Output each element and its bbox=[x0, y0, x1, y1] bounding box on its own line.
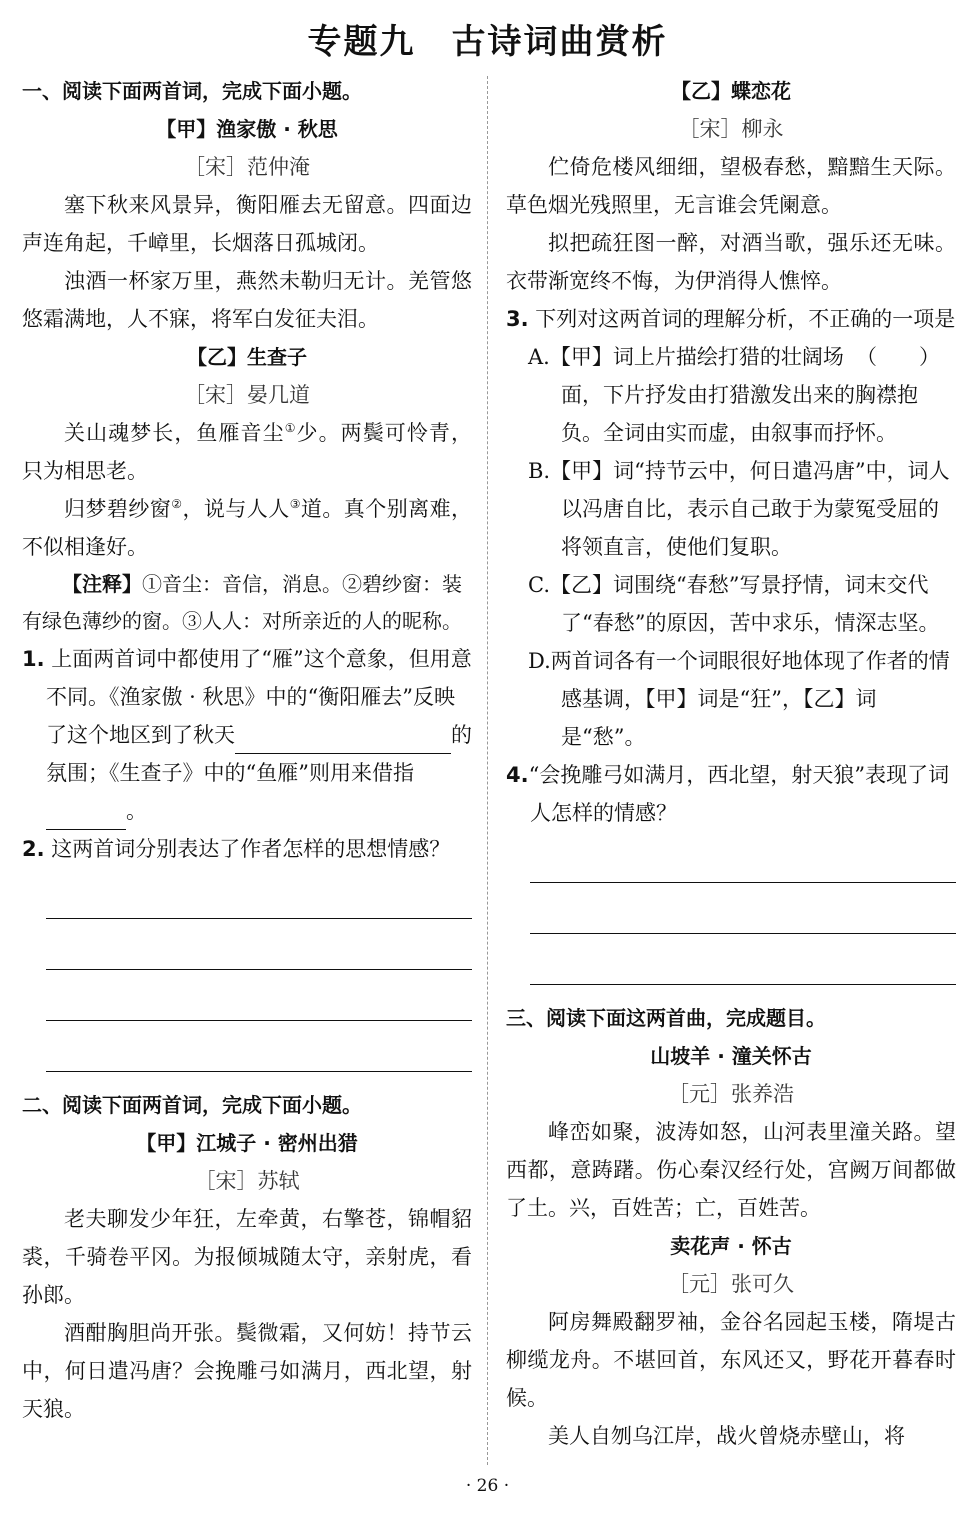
poem-stanza: 老夫聊发少年狂，左牵黄，右擎苍，锦帽貂裘，千骑卷平冈。为报倾城随太守，亲射虎，看孙郎。 bbox=[22, 1207, 472, 1307]
poem-text: 少。两鬓可怜青，只为相思老。 bbox=[22, 421, 472, 483]
annotation-text: ①音尘：音信，消息。②碧纱窗：装有绿色薄纱的窗。③人人：对所亲近的人的昵称。 bbox=[22, 572, 462, 633]
annotation bbox=[22, 566, 472, 640]
answer-line[interactable] bbox=[46, 970, 472, 1021]
fill-blank-1[interactable] bbox=[235, 725, 347, 754]
poem-stanza: 塞下秋来风景异，衡阳雁去无留意。四面边声连角起，千嶂里，长烟落日孤城闭。 bbox=[22, 193, 472, 255]
poem-stanza bbox=[22, 414, 472, 490]
poem-title-jiangchengzi: 【甲】江城子 · 密州出猎 bbox=[136, 1131, 358, 1155]
poem-author-liuyong: ［宋］柳永 bbox=[678, 117, 784, 141]
poem-text: 道。真个别离难，不似相逢好。 bbox=[22, 497, 473, 559]
answer-line[interactable] bbox=[46, 868, 472, 919]
question-text: “会挽雕弓如满月，西北望，射天狼”表现了词人怎样的情感？ bbox=[528, 763, 950, 825]
option-letter: C. bbox=[528, 573, 550, 597]
poem-stanza: 阿房舞殿翻罗袖，金谷名园起玉楼，隋堤古柳缆龙舟。不堪回首，东风还又，野花开暮春时候。 bbox=[506, 1310, 956, 1410]
poem-stanza: 拟把疏狂图一醉，对酒当歌，强乐还无味。衣带渐宽终不悔，为伊消得人憔悴。 bbox=[506, 231, 956, 293]
question-text: 。 bbox=[126, 799, 147, 823]
page-number: · 26 · bbox=[465, 1476, 510, 1496]
question-number: 1. bbox=[22, 647, 45, 671]
section3-heading: 三、阅读下面这两首曲，完成题目。 bbox=[506, 1006, 826, 1030]
poem-title-yujiaao: 【甲】渔家傲 · 秋思 bbox=[156, 117, 338, 141]
answer-line[interactable] bbox=[46, 919, 472, 970]
question-text: 下列对这两首词的理解分析，不正确的一项是 bbox=[535, 307, 956, 331]
question-text: 这两首词分别表达了作者怎样的思想情感？ bbox=[51, 837, 451, 861]
option-text: 【甲】词上片描绘打猎的壮阔场面，下片抒发由打猎激发出来的胸襟抱负。全词由实而虚，由叙事而抒怀。 bbox=[549, 345, 918, 445]
footnote-marker: ① bbox=[284, 421, 297, 435]
page-title: 专题九 古诗词曲赏析 bbox=[307, 22, 668, 62]
question-number: 2. bbox=[22, 837, 45, 861]
poem-author-zhangyanghao: ［元］张养浩 bbox=[668, 1082, 794, 1106]
poem-author-fanzhongyan: ［宋］范仲淹 bbox=[184, 155, 310, 179]
section2-heading: 二、阅读下面两首词，完成下面小题。 bbox=[22, 1093, 362, 1117]
option-d[interactable] bbox=[506, 642, 956, 756]
poem-stanza: 伫倚危楼风细细，望极春愁，黯黯生天际。草色烟光残照里，无言谁会凭阑意。 bbox=[506, 155, 956, 217]
question-text: 上面两首词中都使用了“雁”这个意象，但用意不同。《渔家傲 · 秋思》中的“衡阳雁去”反映了这个地区到了秋天 bbox=[46, 647, 472, 747]
poem-stanza: 峰峦如聚，波涛如怒，山河表里潼关路。望西都，意踌躇。伤心秦汉经行处，宫阙万间都做了土。兴，百姓苦；亡，百姓苦。 bbox=[506, 1120, 956, 1220]
poem-title-maihuasheng: 卖花声 · 怀古 bbox=[670, 1234, 792, 1258]
poem-text: ，说与人人 bbox=[182, 497, 290, 521]
footnote-marker: ② bbox=[171, 497, 183, 511]
poem-title-shanpoyang: 山坡羊 · 潼关怀古 bbox=[650, 1044, 812, 1068]
option-text: 两首词各有一个词眼很好地体现了作者的情感基调，【甲】词是“狂”，【乙】词是“愁”。 bbox=[550, 649, 950, 749]
answer-line[interactable] bbox=[46, 1021, 472, 1072]
answer-parentheses[interactable]: （ ） bbox=[856, 345, 940, 369]
option-letter: D. bbox=[528, 649, 551, 673]
left-column bbox=[22, 72, 472, 1467]
fill-blank-2[interactable] bbox=[46, 801, 126, 830]
poem-title-dielianhua: 【乙】蝶恋花 bbox=[671, 79, 791, 103]
poem-stanza: 浊酒一杯家万里，燕然未勒归无计。羌管悠悠霜满地，人不寐，将军白发征夫泪。 bbox=[22, 269, 472, 331]
option-letter: B. bbox=[528, 459, 551, 483]
answer-line[interactable] bbox=[530, 832, 956, 883]
option-letter: A. bbox=[528, 345, 550, 369]
question-3 bbox=[506, 300, 956, 369]
poem-text: 关山魂梦长，鱼雁音尘 bbox=[64, 421, 285, 445]
column-divider bbox=[487, 76, 488, 1465]
annotation-label: 【注释】 bbox=[62, 572, 142, 596]
question-text: 的氛围；《生查子》中的“鱼雁”则用来借指 bbox=[46, 723, 472, 785]
question-2 bbox=[22, 830, 472, 868]
fill-blank-1-cont[interactable] bbox=[347, 725, 451, 754]
answer-line[interactable] bbox=[530, 883, 956, 934]
option-text: 【甲】词“持节云中，何日遣冯唐”中，词人以冯唐自比，表示自己敢于为蒙冤受屈的将领直言，使他们复职。 bbox=[550, 459, 950, 559]
question-1 bbox=[22, 640, 472, 830]
poem-stanza: 酒酣胸胆尚开张。鬓微霜，又何妨！持节云中，何日遣冯唐？会挽雕弓如满月，西北望，射天狼。 bbox=[22, 1321, 472, 1421]
poem-title-shengzhazi: 【乙】生查子 bbox=[187, 345, 307, 369]
option-text: 【乙】词围绕“春愁”写景抒情，词末交代了“春愁”的原因，苦中求乐，情深志坚。 bbox=[550, 573, 940, 635]
poem-author-yanjidao: ［宋］晏几道 bbox=[184, 383, 310, 407]
poem-stanza: 美人自刎乌江岸，战火曾烧赤壁山，将 bbox=[548, 1424, 905, 1448]
question-number: 3. bbox=[506, 307, 529, 331]
poem-stanza bbox=[22, 490, 472, 566]
footnote-marker: ③ bbox=[289, 497, 301, 511]
question-4 bbox=[506, 756, 956, 832]
poem-text: 归梦碧纱窗 bbox=[64, 497, 172, 521]
question-number: 4. bbox=[506, 763, 529, 787]
section1-heading: 一、阅读下面两首词，完成下面小题。 bbox=[22, 79, 362, 103]
right-column bbox=[506, 72, 956, 1467]
poem-author-sushi: ［宋］苏轼 bbox=[194, 1169, 300, 1193]
option-b[interactable] bbox=[506, 452, 956, 566]
poem-author-zhangkejiu: ［元］张可久 bbox=[668, 1272, 794, 1296]
option-c[interactable] bbox=[506, 566, 956, 642]
answer-line[interactable] bbox=[530, 934, 956, 985]
